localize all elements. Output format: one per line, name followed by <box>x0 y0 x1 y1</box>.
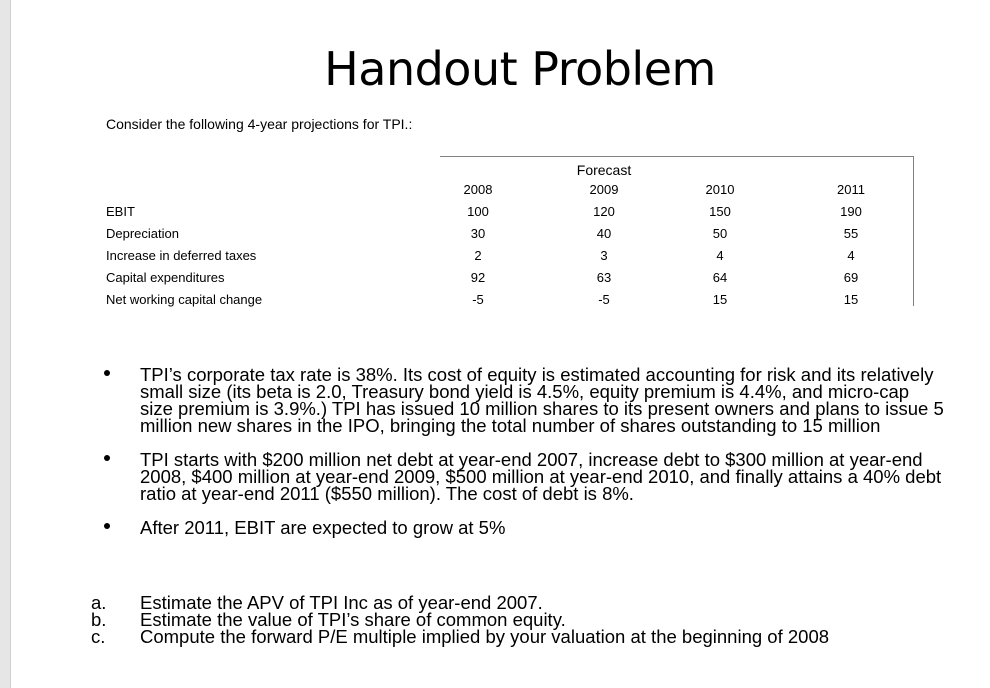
table-right-border <box>913 156 914 306</box>
table-cell: 55 <box>843 226 859 241</box>
question-marker: a. <box>91 592 107 613</box>
row-label: Capital expenditures <box>106 270 225 285</box>
table-cell: 190 <box>840 204 862 219</box>
list-item <box>104 366 944 434</box>
question-item <box>91 626 964 647</box>
bullet-icon <box>104 370 110 376</box>
assumption-list <box>104 366 944 553</box>
list-item <box>104 519 944 536</box>
table-cell: 4 <box>847 248 855 263</box>
table-cell: 30 <box>470 226 486 241</box>
intro-text: Consider the following 4-year projections for TPI.: <box>106 116 413 132</box>
bullet-icon <box>104 455 110 461</box>
row-label: EBIT <box>106 204 135 219</box>
table-cell: 63 <box>596 270 612 285</box>
table-cell: 69 <box>843 270 859 285</box>
bullet-text: After 2011, EBIT are expected to grow at 5% <box>140 517 506 538</box>
question-text: Estimate the APV of TPI Inc as of year-end 2007. <box>140 592 543 613</box>
row-label: Depreciation <box>106 226 179 241</box>
bullet-text: TPI’s corporate tax rate is 38%. Its cost of equity is estimated accounting for risk and its relatively small size (its beta is 2.0, Treasury bond yield is 4.5%, equity premium is 4.4%, and micro-cap size premium is 3.9%.) TPI has issued 10 million shares to its present owners and plans to issue 5 million new shares in the IPO, bringing the total number of shares outstanding to 15 million <box>140 364 944 436</box>
table-cell: 120 <box>593 204 615 219</box>
year-header: 2010 <box>705 182 735 197</box>
list-item <box>104 451 944 502</box>
table-cell: 150 <box>709 204 731 219</box>
question-text: Estimate the value of TPI’s share of common equity. <box>140 609 566 630</box>
table-cell: 64 <box>712 270 728 285</box>
question-text: Compute the forward P/E multiple implied by your valuation at the beginning of 2008 <box>140 626 830 647</box>
table-cell: 2 <box>474 248 482 263</box>
question-marker: c. <box>91 626 106 647</box>
question-marker: b. <box>91 609 107 630</box>
table-cell: 92 <box>470 270 486 285</box>
table-cell: -5 <box>472 292 484 307</box>
left-border <box>0 0 11 688</box>
table-cell: 3 <box>600 248 608 263</box>
bullet-text: TPI starts with $200 million net debt at year-end 2007, increase debt to $300 million at year-end 2008, $400 million at year-end 2009, $500 million at year-end 2010, and finally attains a 40% debt ratio at year-end 2011 ($550 million). The cost of debt is 8%. <box>140 449 942 504</box>
row-label: Net working capital change <box>106 292 263 307</box>
table-cell: 4 <box>716 248 724 263</box>
question-list <box>91 592 964 647</box>
bullet-icon <box>104 523 110 529</box>
page-title: Handout Problem <box>324 42 716 96</box>
table-cell: 15 <box>843 292 859 307</box>
year-header: 2011 <box>837 182 865 197</box>
year-header: 2009 <box>589 182 619 197</box>
table-cell: 15 <box>712 292 728 307</box>
table-cell: 40 <box>596 226 612 241</box>
table-cell: -5 <box>598 292 610 307</box>
row-label: Increase in deferred taxes <box>106 248 257 263</box>
year-header: 2008 <box>463 182 493 197</box>
table-cell: 100 <box>467 204 489 219</box>
forecast-header: Forecast <box>576 162 632 178</box>
table-cell: 50 <box>712 226 728 241</box>
table-top-border <box>440 156 914 157</box>
